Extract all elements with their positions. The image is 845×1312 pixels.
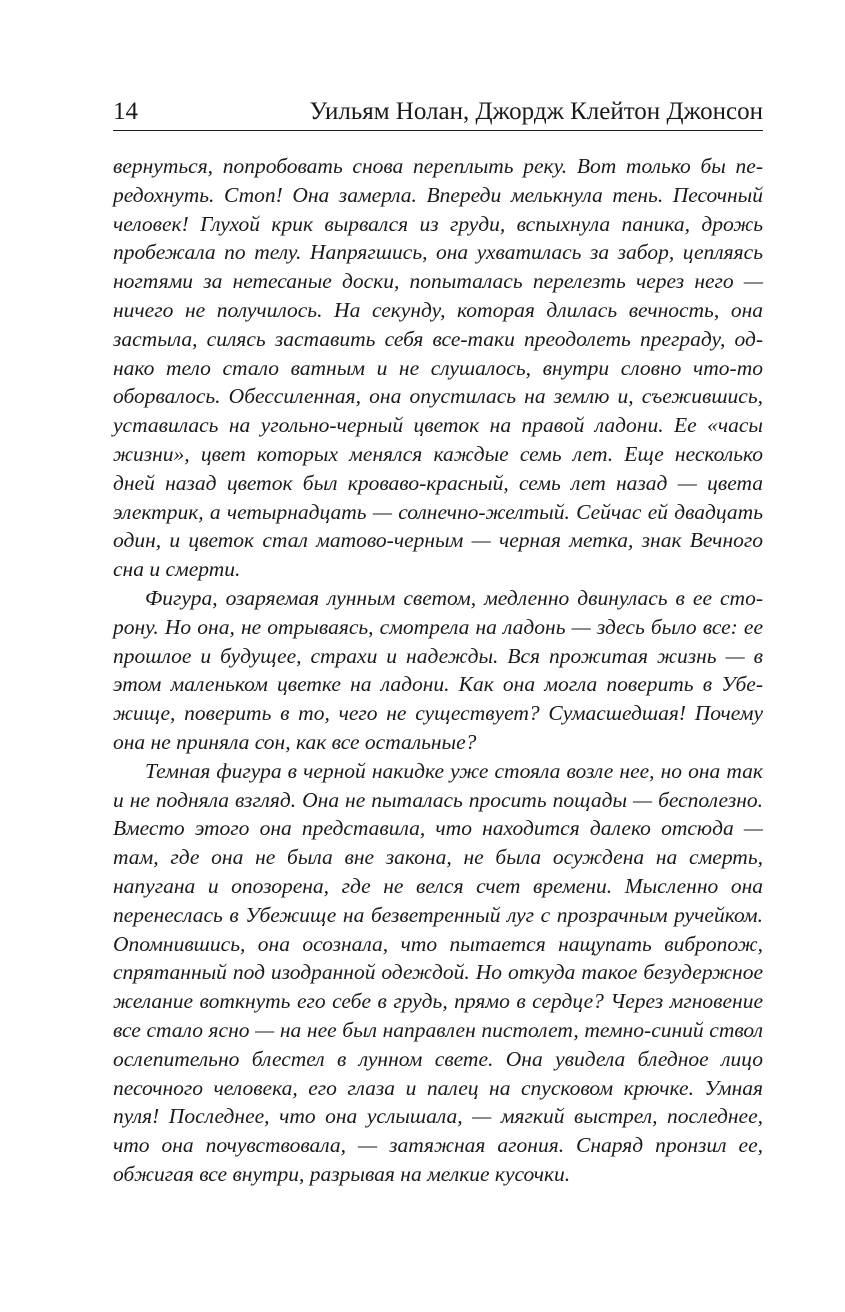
- paragraph-2: Фигура, озаряемая лунным светом, медленно двинулась в ее сторону. Но она, не отрываясь, смотрела на ладонь — здесь было все: ее прошлое и будущее, страхи и надежды. Вся прожитая жизнь — в этом маленьком цветке на ладони. Как она могла поверить в Убежище, поверить в то, чего не существует? Сумасшедшая! Почему она не приняла сон, как все остальные?: [113, 585, 763, 754]
- page-header: [113, 94, 763, 131]
- paragraph-3: Темная фигура в черной накидке уже стояла возле нее, но она так и не подняла взгляд. Она не пыталась просить пощады — бесполезно. Вместо этого она представила, что находится далеко отсюда — там, где она не была вне закона, не была осуждена на смерть, напугана и опозорена, где не велся счет времени. Мысленно она перенеслась в Убежище на безветренный луг с прозрачным ручейком. Опомнившись, она осознала, что пытается нащупать виброnож, спрятанный под изодранной одеждой. Но откуда такое безудержное желание воткнуть его себе в грудь, прямо в сердце? Через мгновение все стало ясно — на нее был направлен пистолет, темно-синий ствол ослепительно блестел в лунном свете. Она увидела бледное лицо песочного человека, его глаза и палец на спусковом крючке. Умная пуля! Последнее, что она услышала, — мягкий выстрел, последнее, что она почувствовала, — затяжная агония. Снаряд пронзил ее, обжигая все внутри, разрывая на мелкие кусочки.: [113, 758, 763, 1186]
- page-number: 14: [113, 98, 138, 125]
- paragraph-1: вернуться, попробовать снова переплыть реку. Вот только бы передохнуть. Стоп! Она замерла. Впереди мелькнула тень. Песочный человек! Глухой крик вырвался из груди, вспыхнула паника, дрожь пробежала по телу. Напрягшись, она ухватилась за забор, цепляясь ногтями за нетесаные доски, попыталась перелезть через него — ничего не получилось. На секунду, которая длилась вечность, она застыла, силясь заставить себя все-таки преодолеть преграду, однако тело стало ватным и не слушалось, внутри словно что-то оборвалось. Обессиленная, она опустилась на землю и, съежившись, уставилась на угольно-черный цветок на правой ладони. Ее «часы жизни», цвет которых менялся каждые семь лет. Еще несколько дней назад цветок был кроваво-красный, семь лет назад — цвета электрик, а четырнадцать — солнечно-желтый. Сейчас ей двадцать один, и цветок стал матово-черным — черная метка, знак Вечного сна и смерти.: [113, 154, 763, 582]
- body-text: [113, 152, 763, 1189]
- running-head: Уильям Нолан, Джордж Клейтон Джонсон: [309, 98, 763, 125]
